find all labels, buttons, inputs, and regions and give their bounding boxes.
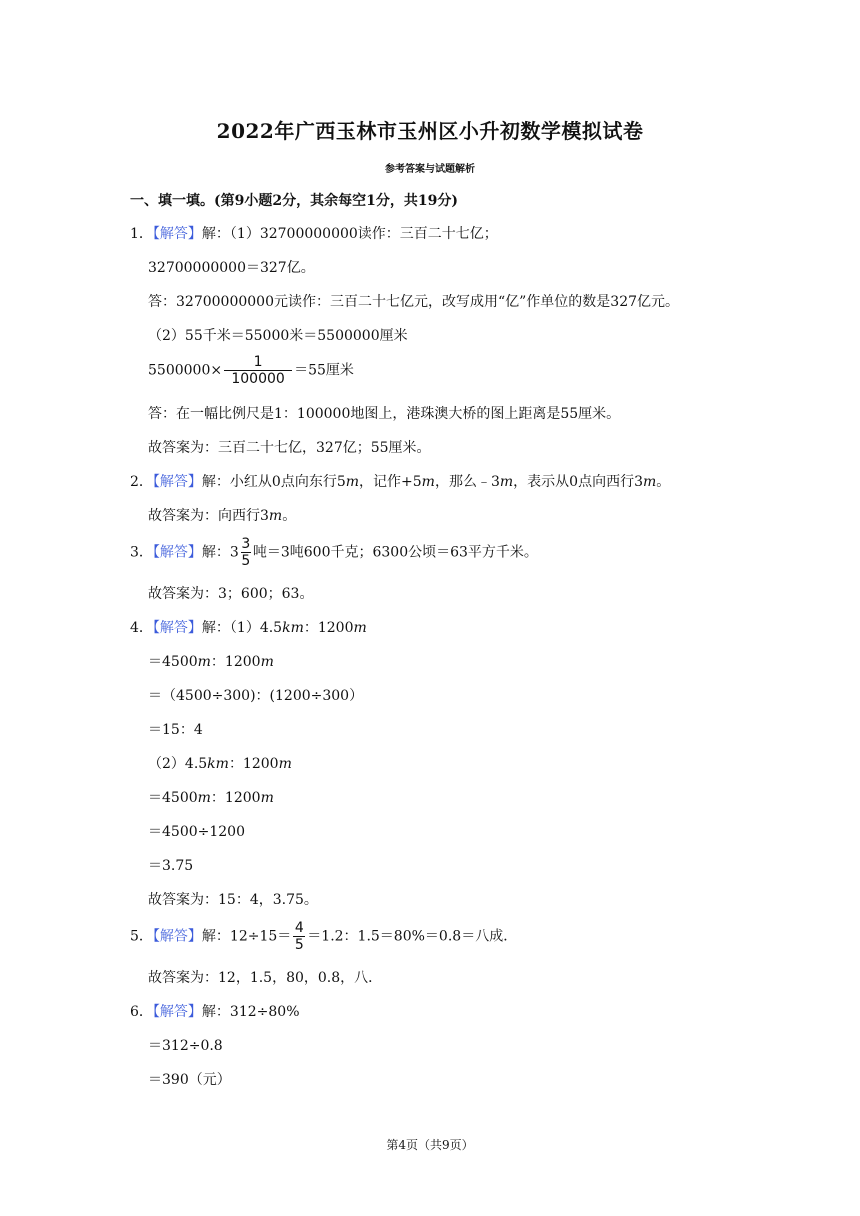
page-footer: 第4页（共9页） <box>386 1138 474 1152</box>
q1-line-2: 32700000000＝327亿。 <box>148 260 315 276</box>
q4-line-4: ＝15：4 <box>148 722 203 738</box>
section-heading: 一、填一填。(第9小题2分，其余每空1分，共19分) <box>130 193 458 209</box>
fraction-3-5: $\frac{3}{5}$ <box>241 536 251 569</box>
q1-line-4: （2）55千米＝55000米＝5500000厘米 <box>148 328 408 344</box>
q4-line-7: ＝4500÷1200 <box>148 824 245 840</box>
fraction-4-5: $\frac{4}{5}$ <box>294 920 304 953</box>
q5-line-2: 故答案为：12，1.5，80，0.8，八． <box>148 970 383 986</box>
q6-line-1: 6．【解答】解：312÷80% <box>130 1004 300 1020</box>
q1-line-1: 1．【解答】解：（1）32700000000读作：三百二十七亿； <box>130 226 498 242</box>
q1-line-7: 故答案为：三百二十七亿，327亿；55厘米。 <box>148 440 431 456</box>
q4-line-1: 4．【解答】解：（1）4.5km：1200m <box>130 620 367 636</box>
q4-line-6: ＝4500m：1200m <box>148 790 274 806</box>
q1-line-3: 答：32700000000元读作：三百二十七亿元，改写成用“亿”作单位的数是327亿元。 <box>148 294 680 310</box>
q5-line-1: 5．【解答】解：12÷15＝ $\frac{4}{5}$ ＝1.2：1.5＝80%＝0.8＝八成． <box>130 920 518 953</box>
q3-line-2: 故答案为：3；600；63。 <box>148 586 314 602</box>
q3-line-1: 3．【解答】解：3 $\frac{3}{5}$ 吨＝3吨600千克；6300公顷＝63平方千米。 <box>130 536 538 569</box>
page-subtitle: 参考答案与试题解析 <box>385 164 475 175</box>
q4-line-3: ＝（4500÷300)：(1200÷300） <box>148 688 364 704</box>
q4-line-2: ＝4500m：1200m <box>148 654 274 670</box>
q4-line-8: ＝3.75 <box>148 858 194 874</box>
fraction-1-100000: $\frac{1}{100000}$ <box>224 354 292 387</box>
q2-line-2: 故答案为：向西行3m。 <box>148 508 297 524</box>
page-title: 2022年广西玉林市玉州区小升初数学模拟试卷 <box>216 119 644 143</box>
q6-line-2: ＝312÷0.8 <box>148 1038 223 1054</box>
answer-tag: 【解答】 <box>152 226 202 242</box>
q4-line-5: （2）4.5km：1200m <box>148 756 292 772</box>
q2-line-1: 2．【解答】解：小红从0点向东行5m，记作+5m，那么﹣3m，表示从0点向西行3m。 <box>130 474 671 490</box>
q6-line-3: ＝390（元） <box>148 1072 231 1088</box>
q1-line-6: 答：在一幅比例尺是1：100000地图上，港珠澳大桥的图上距离是55厘米。 <box>148 406 621 422</box>
q1-line-5: 5500000× $\frac{1}{100000}$ ＝55厘米 <box>148 354 354 387</box>
q4-line-9: 故答案为：15：4，3.75。 <box>148 892 318 908</box>
